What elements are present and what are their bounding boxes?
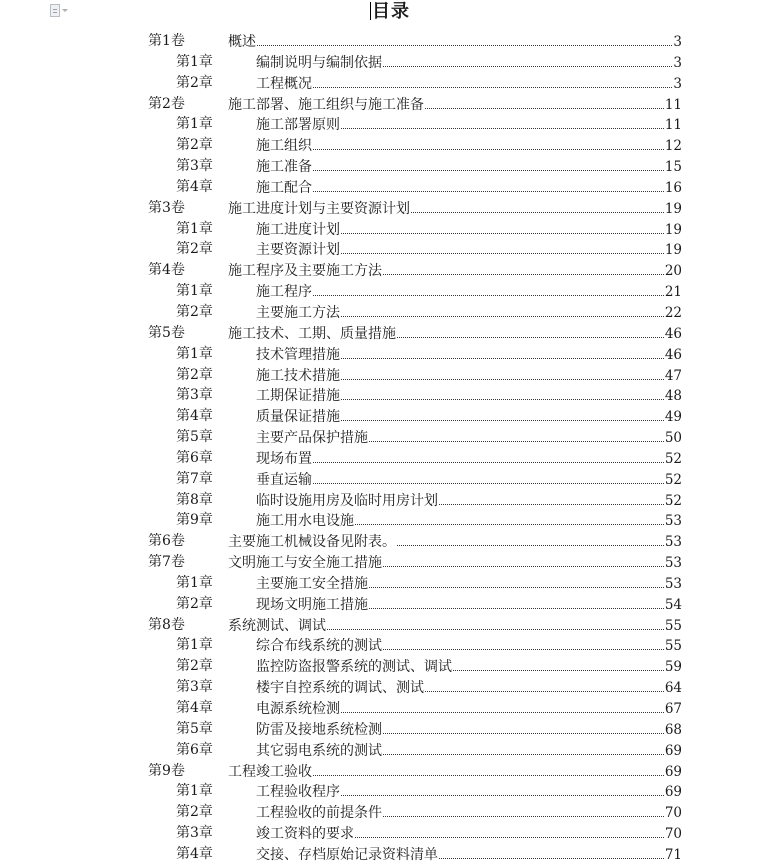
toc-chapter-entry[interactable] [0, 239, 780, 260]
toc-entry-line [256, 719, 682, 740]
toc-entry-number: 第4章 [176, 700, 213, 716]
toc-entry-line [256, 114, 682, 135]
toc-entry-number: 第8章 [176, 491, 213, 508]
toc-dot-leader [341, 698, 664, 713]
toc-entry-title[interactable]: 其它弱电系统的测试 [256, 742, 382, 759]
toc-chapter-entry[interactable] [0, 344, 780, 365]
toc-entry-title[interactable]: 施工准备 [256, 159, 312, 176]
toc-page-number: 55 [664, 617, 682, 634]
toc-entry-number: 第2章 [176, 366, 213, 383]
toc-chapter-entry[interactable] [0, 823, 780, 844]
toc-entry-title[interactable]: 工程概况 [256, 75, 312, 92]
toc-dot-leader [313, 469, 664, 484]
toc-chapter-entry[interactable] [0, 510, 780, 531]
toc-entry-number: 第5章 [176, 429, 213, 446]
toc-entry-title[interactable]: 电源系统检测 [256, 701, 340, 717]
toc-page-number: 53 [664, 575, 682, 592]
toc-entry-number: 第8卷 [148, 616, 185, 633]
toc-volume-entry[interactable] [0, 615, 780, 636]
toc-page-number: 69 [664, 784, 682, 801]
toc-chapter-entry[interactable] [0, 427, 780, 448]
toc-dot-leader [369, 573, 664, 588]
toc-chapter-entry[interactable] [0, 281, 780, 302]
toc-page-number: 64 [664, 680, 682, 697]
toc-entry-title[interactable]: 工程竣工验收 [228, 763, 312, 780]
toc-entry-line [228, 198, 682, 219]
toc-entry-number: 第9卷 [148, 762, 185, 779]
toc-entry-line [256, 635, 682, 656]
toc-entry-line [228, 323, 682, 344]
toc-entry-title[interactable]: 交接、存档原始记录资料清单 [256, 846, 438, 863]
toc-page-number: 70 [664, 826, 682, 843]
toc-dot-leader [341, 385, 664, 400]
toc-entry-number: 第7章 [176, 470, 213, 487]
toc-chapter-entry[interactable] [0, 469, 780, 490]
toc-chapter-entry[interactable] [0, 365, 780, 386]
toc-entry-title[interactable]: 垂直运输 [256, 471, 312, 488]
toc-dot-leader [439, 490, 664, 505]
toc-dot-leader [313, 156, 664, 171]
toc-entry-number: 第2章 [176, 303, 213, 320]
toc-chapter-entry[interactable] [0, 302, 780, 323]
toc-dot-leader [327, 615, 664, 630]
toc-chapter-entry[interactable] [0, 802, 780, 823]
toc-entry-line [256, 844, 682, 865]
toc-entry-number: 第1卷 [148, 33, 185, 49]
toc-chapter-entry[interactable] [0, 490, 780, 511]
toc-chapter-entry[interactable] [0, 781, 780, 802]
toc-page-number: 55 [664, 638, 682, 655]
toc-entry-title[interactable]: 临时设施用房及临时用房计划 [256, 492, 438, 509]
toc-entry-line [228, 94, 682, 115]
toc-page-number: 53 [664, 513, 682, 530]
toc-dot-leader [411, 198, 664, 213]
toc-entry-title[interactable]: 主要资源计划 [256, 242, 340, 259]
table-of-contents [0, 31, 780, 865]
toc-page-number: 54 [664, 596, 682, 613]
toc-page-number: 11 [664, 96, 682, 113]
toc-entry-title[interactable]: 质量保证措施 [256, 409, 340, 426]
toc-entry-number: 第1章 [176, 574, 213, 591]
toc-entry-line [256, 802, 682, 823]
toc-entry-line [256, 219, 682, 240]
toc-dot-leader [369, 594, 664, 609]
toc-volume-entry[interactable] [0, 761, 780, 782]
toc-entry-line [256, 344, 682, 365]
toc-entry-number: 第5章 [176, 720, 213, 737]
toc-entry-line [256, 177, 682, 198]
toc-page-number: 52 [664, 450, 682, 467]
toc-dot-leader [439, 844, 664, 859]
toc-entry-number: 第9章 [176, 512, 213, 529]
toc-page-number: 68 [664, 721, 682, 738]
toc-entry-title[interactable]: 施工配合 [256, 179, 312, 196]
toc-entry-number: 第6章 [176, 449, 213, 466]
toc-page-number: 21 [664, 284, 682, 301]
toc-page-number: 22 [664, 304, 682, 321]
toc-volume-entry[interactable] [0, 260, 780, 281]
toc-entry-line [256, 73, 682, 94]
toc-page-number: 16 [664, 179, 682, 196]
toc-page-number: 3 [673, 34, 682, 50]
toc-entry-number: 第2章 [176, 595, 213, 612]
toc-entry-number: 第2章 [176, 74, 213, 91]
toc-dot-leader [397, 323, 664, 338]
toc-page-number: 19 [664, 221, 682, 238]
toc-entry-number: 第3章 [176, 679, 213, 696]
toc-entry-title[interactable]: 主要施工方法 [256, 304, 340, 321]
toc-page-number: 48 [664, 388, 682, 405]
toc-dot-leader [453, 656, 664, 671]
toc-page-number: 46 [664, 325, 682, 342]
toc-entry-title[interactable]: 施工部署、施工组织与施工准备 [228, 96, 424, 113]
toc-page-number: 69 [664, 742, 682, 759]
toc-entry-number: 第3卷 [148, 199, 185, 216]
toc-chapter-entry[interactable] [0, 719, 780, 740]
toc-page-number: 46 [664, 346, 682, 363]
toc-volume-entry[interactable] [0, 323, 780, 344]
toc-dot-leader [397, 531, 664, 546]
toc-entry-number: 第1章 [176, 116, 213, 133]
toc-entry-number: 第1章 [176, 220, 213, 237]
toc-entry-line [228, 615, 682, 636]
toc-chapter-entry[interactable] [0, 740, 780, 761]
toc-entry-line [256, 365, 682, 386]
toc-entry-number: 第5卷 [148, 324, 185, 341]
toc-chapter-entry[interactable] [0, 677, 780, 698]
toc-entry-title[interactable]: 施工用水电设施 [256, 513, 354, 530]
toc-chapter-entry[interactable] [0, 448, 780, 469]
toc-entry-number: 第4章 [176, 178, 213, 195]
toc-volume-entry[interactable] [0, 94, 780, 115]
toc-entry-line [256, 385, 682, 406]
toc-dot-leader [313, 73, 672, 88]
toc-chapter-entry[interactable] [0, 73, 780, 94]
toc-volume-entry[interactable] [0, 198, 780, 219]
toc-volume-entry[interactable] [0, 552, 780, 573]
toc-entry-number: 第1章 [176, 53, 213, 70]
toc-dot-leader [313, 135, 664, 150]
toc-page-number: 69 [664, 763, 682, 780]
toc-dot-leader [341, 406, 664, 421]
toc-chapter-entry[interactable] [0, 385, 780, 406]
toc-entry-line [256, 469, 682, 490]
toc-dot-leader [341, 365, 664, 380]
toc-page-number: 71 [664, 846, 682, 863]
toc-entry-title[interactable]: 编制说明与编制依据 [256, 54, 382, 71]
toc-chapter-entry[interactable] [0, 406, 780, 427]
toc-entry-line [228, 260, 682, 281]
toc-page-number: 3 [673, 75, 682, 92]
toc-volume-entry[interactable] [0, 31, 780, 52]
toc-entry-title[interactable]: 施工技术、工期、质量措施 [228, 325, 396, 342]
toc-chapter-entry[interactable] [0, 177, 780, 198]
toc-entry-line [256, 573, 682, 594]
toc-heading [0, 0, 780, 24]
toc-entry-title[interactable]: 竣工资料的要求 [256, 826, 354, 843]
toc-dot-leader [341, 114, 664, 129]
toc-entry-title[interactable]: 监控防盗报警系统的测试、调试 [256, 659, 452, 676]
toc-entry-line [228, 552, 682, 573]
toc-entry-number: 第1章 [176, 783, 213, 800]
text-cursor [370, 2, 371, 20]
toc-entry-line [256, 677, 682, 698]
toc-entry-line [256, 448, 682, 469]
toc-entry-line [256, 781, 682, 802]
toc-entry-title[interactable]: 文明施工与安全施工措施 [228, 555, 382, 572]
toc-entry-title[interactable]: 现场文明施工措施 [256, 596, 368, 613]
toc-dot-leader [383, 52, 672, 67]
toc-entry-line [256, 302, 682, 323]
toc-heading-text: 目录 [372, 1, 410, 22]
toc-page-number: 50 [664, 430, 682, 447]
toc-page-number: 19 [664, 242, 682, 259]
toc-entry-title[interactable]: 系统测试、调试 [228, 617, 326, 634]
toc-entry-line [256, 594, 682, 615]
toc-entry-line [256, 823, 682, 844]
toc-dot-leader [425, 94, 664, 109]
toc-chapter-entry[interactable] [0, 52, 780, 73]
toc-entry-number: 第6章 [176, 741, 213, 758]
toc-dot-leader [383, 635, 664, 650]
toc-entry-title[interactable]: 施工组织 [256, 138, 312, 155]
toc-chapter-entry[interactable] [0, 219, 780, 240]
toc-page-number: 15 [664, 159, 682, 176]
toc-chapter-entry[interactable] [0, 573, 780, 594]
toc-entry-title[interactable]: 技术管理措施 [256, 346, 340, 363]
toc-entry-line [256, 156, 682, 177]
toc-dot-leader [313, 281, 664, 296]
toc-dot-leader [383, 552, 664, 567]
toc-chapter-entry[interactable] [0, 844, 780, 865]
toc-page-number: 20 [664, 263, 682, 280]
toc-page-number: 70 [664, 805, 682, 822]
toc-chapter-entry[interactable] [0, 114, 780, 135]
toc-entry-title[interactable]: 主要产品保护措施 [256, 430, 368, 447]
toc-page-number: 53 [664, 534, 682, 551]
toc-entry-title[interactable]: 施工程序 [256, 284, 312, 301]
toc-entry-title[interactable]: 楼宇自控系统的调试、测试 [256, 680, 424, 697]
toc-entry-number: 第1章 [176, 637, 213, 654]
toc-dot-leader [369, 427, 664, 442]
toc-entry-line [256, 698, 682, 719]
toc-dot-leader [313, 448, 664, 463]
toc-entry-title[interactable]: 工程验收程序 [256, 784, 340, 801]
toc-dot-leader [383, 719, 664, 734]
toc-chapter-entry[interactable] [0, 656, 780, 677]
toc-entry-number: 第1章 [176, 283, 213, 300]
toc-entry-line [228, 761, 682, 782]
toc-page-number: 52 [664, 492, 682, 509]
toc-dot-leader [355, 823, 664, 838]
toc-entry-number: 第2章 [176, 804, 213, 821]
toc-entry-line [256, 281, 682, 302]
toc-entry-number: 第2章 [176, 137, 213, 154]
toc-dot-leader [355, 510, 664, 525]
toc-page-number: 47 [664, 367, 682, 384]
toc-entry-title[interactable]: 防雷及接地系统检测 [256, 721, 382, 738]
toc-entry-line [256, 510, 682, 531]
toc-entry-line [256, 52, 682, 73]
toc-dot-leader [341, 781, 664, 796]
toc-entry-line [256, 740, 682, 761]
toc-entry-number: 第3章 [176, 387, 213, 404]
toc-page-number: 53 [664, 555, 682, 572]
toc-entry-title[interactable]: 施工进度计划与主要资源计划 [228, 200, 410, 217]
toc-page-number: 49 [664, 409, 682, 426]
toc-entry-line [228, 31, 682, 52]
toc-dot-leader [257, 31, 672, 46]
toc-entry-line [256, 490, 682, 511]
toc-entry-number: 第1章 [176, 345, 213, 362]
toc-page-number: 3 [673, 54, 682, 71]
toc-entry-number: 第3章 [176, 158, 213, 175]
toc-entry-line [256, 656, 682, 677]
toc-volume-entry[interactable] [0, 531, 780, 552]
toc-entry-title[interactable]: 施工技术措施 [256, 367, 340, 384]
toc-entry-line [256, 427, 682, 448]
toc-entry-title[interactable]: 综合布线系统的测试 [256, 638, 382, 655]
toc-chapter-entry[interactable] [0, 135, 780, 156]
toc-chapter-entry[interactable] [0, 594, 780, 615]
toc-page-number: 59 [664, 659, 682, 676]
toc-entry-title[interactable]: 施工进度计划 [256, 221, 340, 238]
toc-dot-leader [383, 260, 664, 275]
toc-entry-number: 第2章 [176, 658, 213, 675]
toc-chapter-entry[interactable] [0, 156, 780, 177]
toc-entry-line [256, 135, 682, 156]
toc-entry-title[interactable]: 主要施工机械设备见附表。 [228, 534, 396, 551]
toc-dot-leader [341, 239, 664, 254]
toc-entry-number: 第7卷 [148, 554, 185, 571]
toc-page-number: 11 [664, 117, 682, 134]
toc-entry-line [256, 239, 682, 260]
toc-dot-leader [425, 677, 664, 692]
toc-entry-number: 第3章 [176, 825, 213, 842]
toc-entry-number: 第4章 [176, 845, 213, 862]
toc-entry-number: 第6卷 [148, 533, 185, 550]
toc-page-number: 12 [664, 138, 682, 155]
toc-dot-leader [383, 802, 664, 817]
toc-dot-leader [383, 740, 664, 755]
toc-entry-line [228, 531, 682, 552]
toc-entry-number: 第2卷 [148, 95, 185, 112]
toc-entry-number: 第4章 [176, 408, 213, 425]
toc-page-number: 67 [664, 701, 682, 717]
toc-page-number: 19 [664, 200, 682, 217]
toc-dot-leader [313, 177, 664, 192]
toc-page-number: 52 [664, 471, 682, 488]
toc-dot-leader [341, 219, 664, 234]
toc-entry-title[interactable]: 施工部署原则 [256, 117, 340, 134]
toc-dot-leader [341, 302, 664, 317]
toc-chapter-entry[interactable] [0, 635, 780, 656]
toc-entry-title[interactable]: 工期保证措施 [256, 388, 340, 405]
toc-entry-title[interactable]: 现场布置 [256, 450, 312, 467]
toc-entry-number: 第2章 [176, 241, 213, 258]
toc-entry-title[interactable]: 工程验收的前提条件 [256, 805, 382, 822]
toc-entry-title[interactable]: 主要施工安全措施 [256, 575, 368, 592]
toc-dot-leader [341, 344, 664, 359]
toc-dot-leader [313, 761, 664, 776]
toc-entry-number: 第4卷 [148, 262, 185, 279]
toc-entry-line [256, 406, 682, 427]
toc-chapter-entry[interactable] [0, 698, 780, 719]
toc-entry-title[interactable]: 概述 [228, 34, 256, 50]
toc-entry-title[interactable]: 施工程序及主要施工方法 [228, 263, 382, 280]
